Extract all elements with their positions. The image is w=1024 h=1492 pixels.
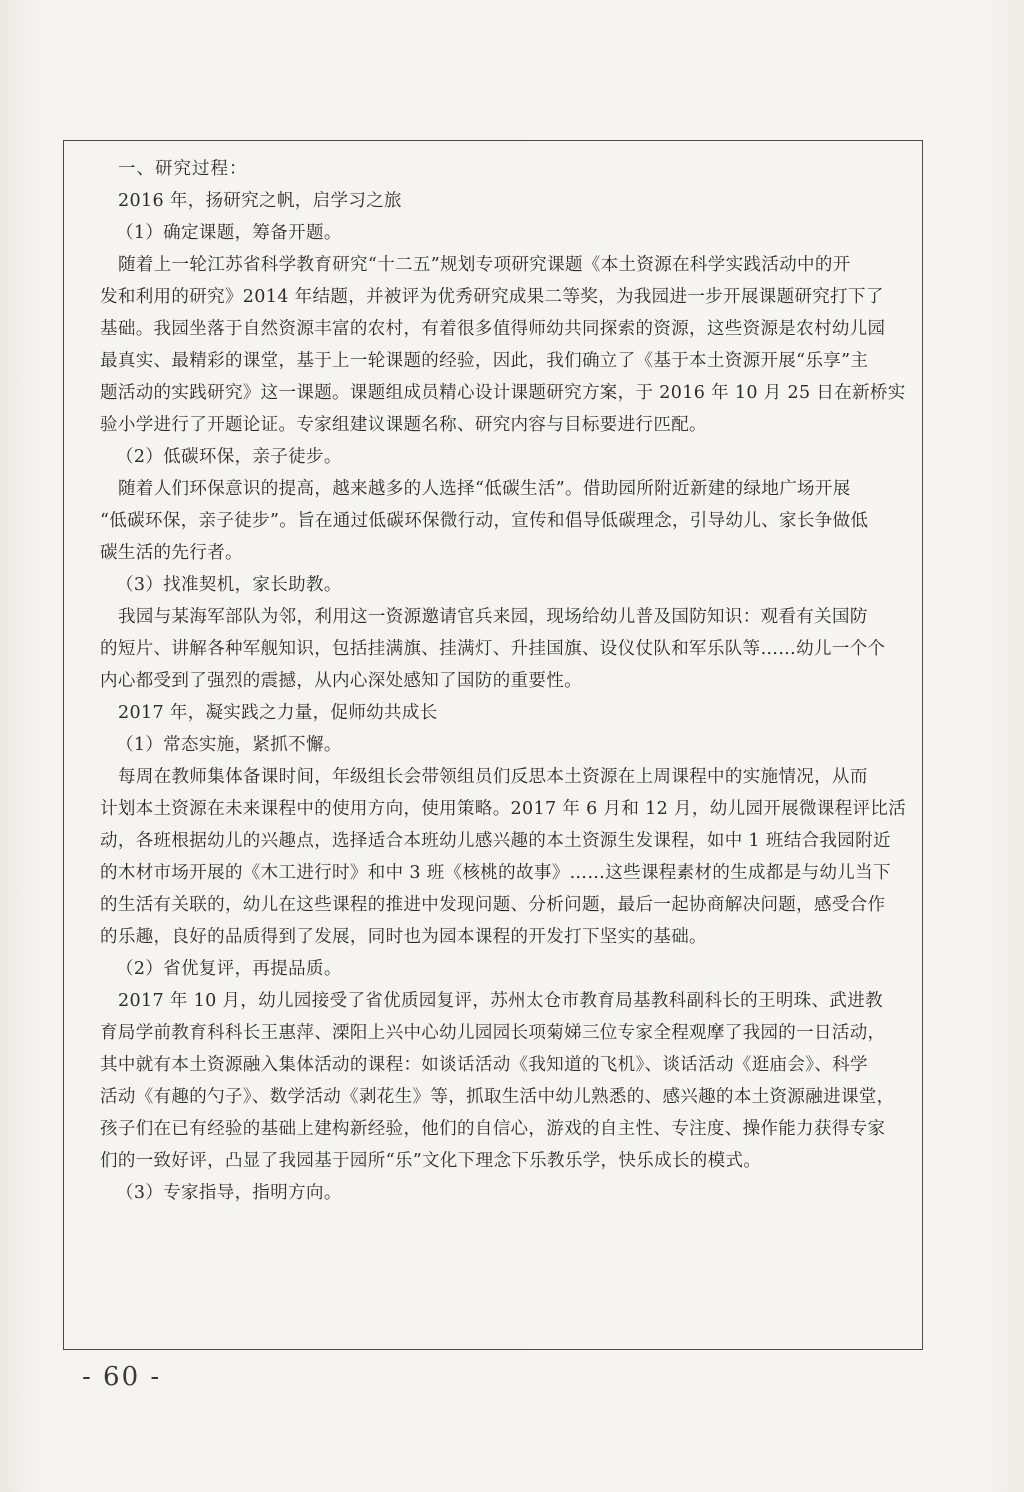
paragraph-line: 我园与某海军部队为邻，利用这一资源邀请官兵来园，现场给幼儿普及国防知识：观看有关国防 bbox=[118, 607, 868, 627]
document-body bbox=[100, 153, 912, 1209]
paragraph-line: 2017 年 10 月，幼儿园接受了省优质园复评，苏州太仓市教育局基教科副科长的王明珠、武进教 bbox=[118, 991, 883, 1011]
paragraph-line: 计划本土资源在未来课程中的使用方向，使用策略。2017 年 6 月和 12 月，幼儿园开展微课程评比活 bbox=[100, 799, 907, 819]
subheading-1: （1）确定课题，筹备开题。 bbox=[116, 223, 342, 243]
subheading-2: （2）省优复评，再提品质。 bbox=[116, 959, 342, 979]
paragraph-line: 孩子们在已有经验的基础上建构新经验，他们的自信心，游戏的自主性、专注度、操作能力获得专家 bbox=[100, 1119, 886, 1139]
paragraph-line: 内心都受到了强烈的震撼，从内心深处感知了国防的重要性。 bbox=[100, 671, 582, 691]
year-heading-2016: 2016 年，扬研究之帆，启学习之旅 bbox=[118, 191, 402, 211]
paragraph-line: 的短片、讲解各种军舰知识，包括挂满旗、挂满灯、升挂国旗、设仪仗队和军乐队等……幼儿一个个 bbox=[100, 639, 886, 659]
paragraph-line: 的乐趣，良好的品质得到了发展，同时也为园本课程的开发打下坚实的基础。 bbox=[100, 927, 707, 947]
paragraph-line: 动，各班根据幼儿的兴趣点，选择适合本班幼儿感兴趣的本土资源生发课程，如中 1 班结合我园附近 bbox=[100, 831, 891, 851]
paragraph-line: 基础。我园坐落于自然资源丰富的农村，有着很多值得师幼共同探索的资源，这些资源是农村幼儿园 bbox=[100, 319, 886, 339]
paragraph-line: 的木材市场开展的《木工进行时》和中 3 班《核桃的故事》……这些课程素材的生成都是与幼儿当下 bbox=[100, 863, 891, 883]
subheading-2: （2）低碳环保，亲子徒步。 bbox=[116, 447, 342, 467]
page-number: - 60 - bbox=[82, 1362, 162, 1392]
paragraph-line: 育局学前教育科科长王惠萍、溧阳上兴中心幼儿园园长项菊娣三位专家全程观摩了我园的一日活动， bbox=[100, 1023, 886, 1043]
paragraph-line: 每周在教师集体备课时间，年级组长会带领组员们反思本土资源在上周课程中的实施情况，从而 bbox=[118, 767, 868, 787]
paragraph-line: 碳生活的先行者。 bbox=[100, 543, 243, 563]
paragraph-line: 发和利用的研究》2014 年结题，并被评为优秀研究成果二等奖，为我园进一步开展课题研究打下了 bbox=[100, 287, 884, 307]
year-heading-2017: 2017 年，凝实践之力量，促师幼共成长 bbox=[118, 703, 438, 723]
paragraph-line: 随着上一轮江苏省科学教育研究“十二五”规划专项研究课题《本土资源在科学实践活动中的开 bbox=[118, 255, 851, 275]
subheading-3: （3）专家指导，指明方向。 bbox=[116, 1183, 342, 1203]
paragraph-line: 题活动的实践研究》这一课题。课题组成员精心设计课题研究方案，于 2016 年 10 月 25 日在新桥实 bbox=[100, 383, 906, 403]
paragraph-line: 们的一致好评，凸显了我园基于园所“乐”文化下理念下乐教乐学，快乐成长的模式。 bbox=[100, 1151, 762, 1171]
paragraph-line: 验小学进行了开题论证。专家组建议课题名称、研究内容与目标要进行匹配。 bbox=[100, 415, 707, 435]
paragraph-line: 活动《有趣的勺子》、数学活动《剥花生》等，抓取生活中幼儿熟悉的、感兴趣的本土资源融进课堂， bbox=[100, 1087, 895, 1107]
paragraph-line: “低碳环保，亲子徒步”。旨在通过低碳环保微行动，宣传和倡导低碳理念，引导幼儿、家长争做低 bbox=[100, 511, 869, 531]
subheading-1: （1）常态实施，紧抓不懈。 bbox=[116, 735, 342, 755]
paragraph-line: 随着人们环保意识的提高，越来越多的人选择“低碳生活”。借助园所附近新建的绿地广场开展 bbox=[118, 479, 851, 499]
paragraph-line: 其中就有本土资源融入集体活动的课程：如谈话活动《我知道的飞机》、谈话活动《逛庙会》、科学 bbox=[100, 1055, 868, 1075]
paragraph-line: 的生活有关联的，幼儿在这些课程的推进中发现问题、分析问题，最后一起协商解决问题，感受合作 bbox=[100, 895, 886, 915]
subheading-3: （3）找准契机，家长助教。 bbox=[116, 575, 342, 595]
paragraph-line: 最真实、最精彩的课堂，基于上一轮课题的经验，因此，我们确立了《基于本土资源开展“乐享”主 bbox=[100, 351, 869, 371]
section-heading: 一、研究过程： bbox=[118, 159, 248, 179]
